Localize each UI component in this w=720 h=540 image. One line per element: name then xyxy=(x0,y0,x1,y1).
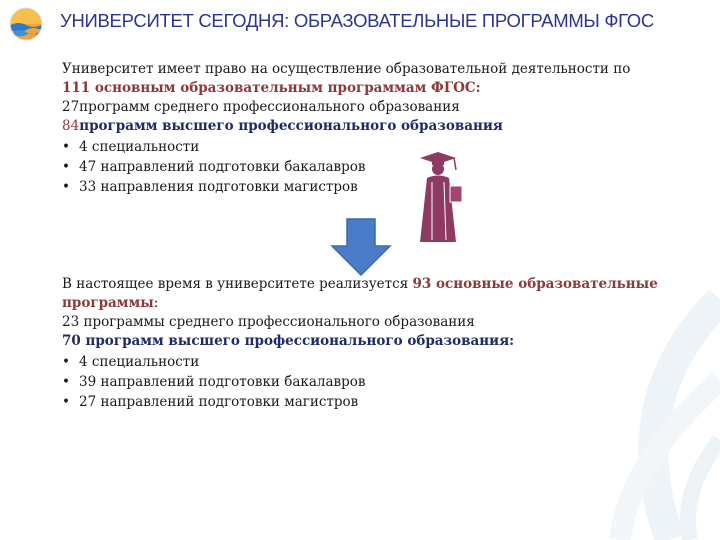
down-arrow-icon xyxy=(330,218,392,276)
list-item: • 27 направлений подготовки магистров xyxy=(62,392,692,412)
list-item: • 47 направлений подготовки бакалавров xyxy=(62,157,692,177)
vpo-count xyxy=(62,117,692,136)
colon: : xyxy=(153,295,159,311)
graduate-figure-icon xyxy=(412,152,464,244)
bullet-list xyxy=(62,352,692,412)
page-title: УНИВЕРСИТЕТ СЕГОДНЯ: ОБРАЗОВАТЕЛЬНЫЕ ПРОГРАММЫ ФГОС xyxy=(60,10,654,31)
section-current-programs xyxy=(62,275,692,412)
current-vpo-count: 70 программ высшего профессионального образования: xyxy=(62,333,515,349)
current-programs-word: программы xyxy=(62,295,154,311)
current-prefix: В настоящее время в университете реализуется xyxy=(62,276,413,292)
list-item: • 4 специальности xyxy=(62,352,692,372)
vpo-label: программ высшего профессионального образования xyxy=(79,118,503,134)
current-total: 93 основные образовательные xyxy=(412,276,658,292)
current-programs-line xyxy=(62,294,692,313)
university-logo-icon xyxy=(8,6,44,42)
current-intro xyxy=(62,275,692,294)
intro-text: Университет имеет право на осуществление образовательной деятельности по xyxy=(62,61,631,77)
list-item: • 39 направлений подготовки бакалавров xyxy=(62,372,692,392)
spo-count: 27программ среднего профессионального образования xyxy=(62,99,460,115)
section-licensed-programs xyxy=(62,60,692,197)
current-spo-count: 23 программы среднего профессионального образования xyxy=(62,314,475,330)
vpo-number: 84 xyxy=(62,118,80,134)
bullet-list xyxy=(62,137,692,197)
list-item: • 4 специальности xyxy=(62,137,692,157)
list-item: • 33 направления подготовки магистров xyxy=(62,177,692,197)
fgos-total: 111 основным образовательным программам ФГОС: xyxy=(62,80,481,96)
